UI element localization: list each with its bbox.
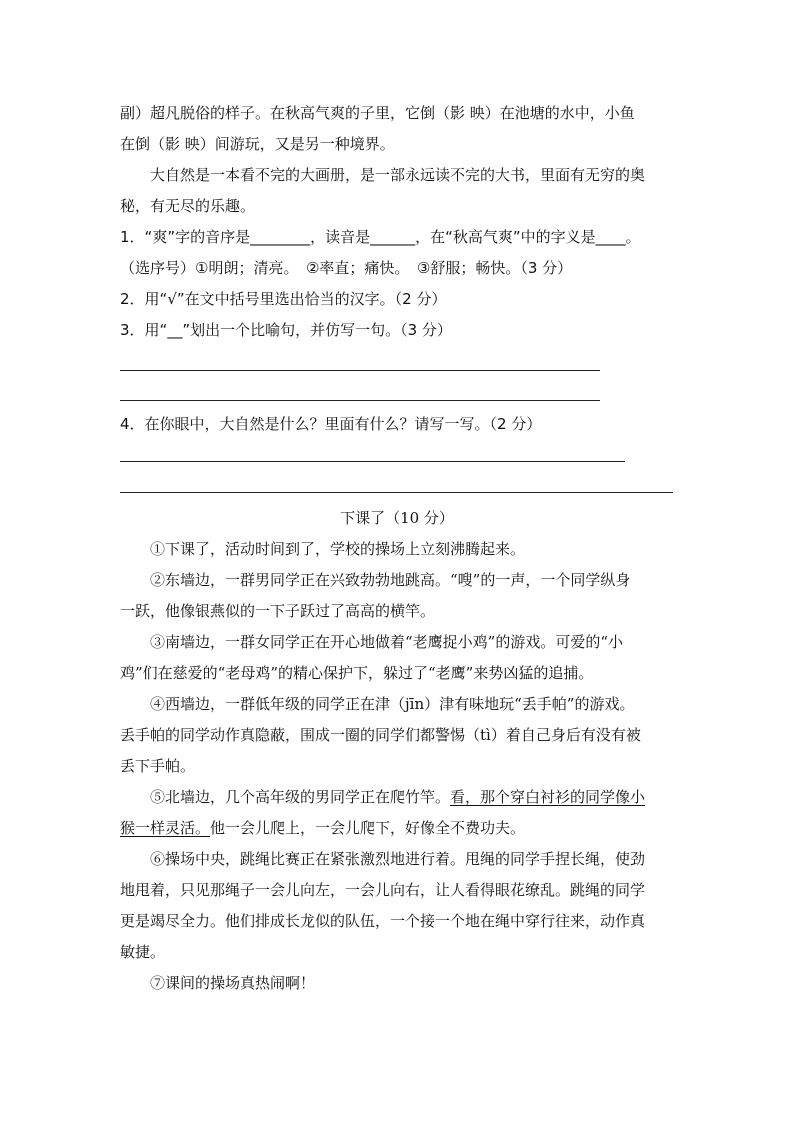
passage2-para-2-line-2: 一跃，他像银燕似的一下子跃过了高高的横竿。	[120, 602, 436, 620]
para-5-text-cont: 他一会儿爬上，一会儿爬下，好像全不费功夫。	[210, 819, 526, 837]
underlined-simile-part-1: 看，那个穿白衬衫的同学像小	[450, 788, 646, 806]
passage2-para-5-line-2	[120, 818, 525, 838]
passage2-para-4-line-2: 丢手帕的同学动作真隐蔽，围成一圈的同学们都警惕（tì）着自己身后有没有被	[120, 726, 641, 744]
passage2-title: 下课了（10 分）	[340, 509, 454, 527]
passage2-para-6-line-1: ⑥操场中央，跳绳比赛正在紧张激烈地进行着。甩绳的同学手捏长绳，使劲	[150, 850, 646, 868]
passage1-line-1: 副）超凡脱俗的样子。在秋高气爽的子里，它倒（影 映）在池塘的水中，小鱼	[120, 104, 635, 122]
answer-line-4b[interactable]	[120, 492, 673, 493]
question-1-line-1: 1．“爽”字的音序是________，读音是______，在“秋高气爽”中的字义是____。	[120, 228, 641, 246]
passage2-para-3-line-2: 鸡”们在慈爱的“老母鸡”的精心保护下，躲过了“老鹰”来势凶猛的追捕。	[120, 664, 594, 682]
question-2: 2．用“√”在文中括号里选出恰当的汉字。（2 分）	[120, 290, 447, 308]
answer-line-3a[interactable]	[120, 370, 600, 371]
question-4: 4．在你眼中，大自然是什么？里面有什么？请写一写。（2 分）	[120, 415, 542, 433]
para-5-text: ⑤北墙边，几个高年级的男同学正在爬竹竿。	[150, 788, 451, 806]
passage2-para-7: ⑦课间的操场真热闹啊！	[150, 974, 316, 992]
passage2-para-2-line-1: ②东墙边，一群男同学正在兴致勃勃地跳高。“嗖”的一声，一个同学纵身	[150, 571, 631, 589]
passage1-line-4: 秘，有无尽的乐趣。	[120, 197, 256, 215]
passage2-para-6-line-3: 更是竭尽全力。他们排成长龙似的队伍，一个接一个地在绳中穿行往来，动作真	[120, 912, 646, 930]
passage2-para-6-line-2: 地甩着，只见那绳子一会儿向左，一会儿向右，让人看得眼花缭乱。跳绳的同学	[120, 881, 646, 899]
underlined-simile-part-2: 猴一样灵活。	[120, 819, 211, 837]
passage2-para-1: ①下课了，活动时间到了，学校的操场上立刻沸腾起来。	[150, 540, 526, 558]
passage1-line-3: 大自然是一本看不完的大画册，是一部永远读不完的大书，里面有无穷的奥	[150, 166, 646, 184]
passage1-line-2: 在倒（影 映）间游玩，又是另一种境界。	[120, 135, 395, 153]
passage2-para-4-line-3: 丢下手帕。	[120, 757, 196, 775]
question-1-line-2: （选序号）①明朗；清亮。 ②率直；痛快。 ③舒服；畅快。（3 分）	[120, 259, 573, 277]
question-3: 3．用“__”划出一个比喻句，并仿写一句。（3 分）	[120, 321, 452, 339]
answer-line-4a[interactable]	[120, 461, 625, 462]
answer-line-3b[interactable]	[120, 400, 600, 401]
passage2-para-3-line-1: ③南墙边，一群女同学正在开心地做着“老鹰捉小鸡”的游戏。可爱的“小	[150, 633, 624, 651]
passage2-para-6-line-4: 敏捷。	[120, 943, 166, 961]
passage2-para-4-line-1: ④西墙边，一群低年级的同学正在津（jīn）津有味地玩“丢手帕”的游戏。	[150, 695, 635, 713]
passage2-para-5-line-1	[150, 787, 645, 807]
